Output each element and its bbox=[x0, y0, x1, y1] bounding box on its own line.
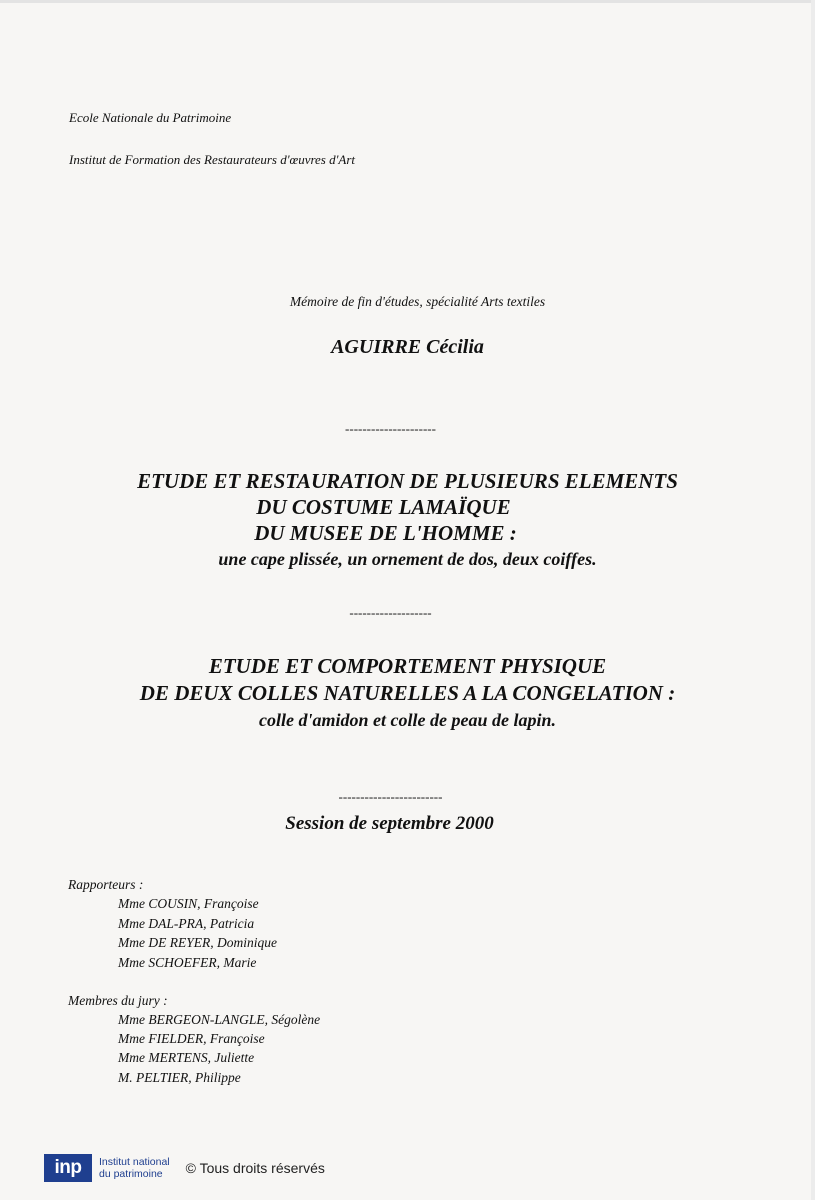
jury-label: Membres du jury : bbox=[68, 993, 168, 1008]
separator-1: --------------------- bbox=[345, 421, 436, 436]
rapporteur-name: Mme COUSIN, Françoise bbox=[118, 896, 259, 911]
jury-member-name: Mme BERGEON-LANGLE, Ségolène bbox=[118, 1012, 321, 1027]
logo-caption bbox=[99, 1156, 170, 1180]
study1-title-line-3: DU MUSEE DE L'HOMME : bbox=[254, 521, 517, 545]
rapporteur-name: Mme DE REYER, Dominique bbox=[118, 935, 277, 950]
study1-title-line-2: DU COSTUME LAMAÏQUE bbox=[256, 495, 511, 519]
jury-member-name: Mme FIELDER, Françoise bbox=[118, 1031, 265, 1046]
study1-subtitle: une cape plissée, un ornement de dos, deux coiffes. bbox=[218, 549, 597, 569]
logo-caption-line-1: Institut national bbox=[99, 1156, 170, 1168]
session-date: Session de septembre 2000 bbox=[285, 813, 494, 834]
school-name: Ecole Nationale du Patrimoine bbox=[69, 110, 232, 125]
study2-title-line-1: ETUDE ET COMPORTEMENT PHYSIQUE bbox=[208, 654, 607, 678]
copyright-notice: © Tous droits réservés bbox=[185, 1160, 325, 1176]
memoire-line: Mémoire de fin d'études, spécialité Arts textiles bbox=[289, 294, 546, 309]
footer bbox=[44, 1153, 325, 1183]
jury-member-name: M. PELTIER, Philippe bbox=[118, 1070, 241, 1085]
author-name: AGUIRRE Cécilia bbox=[331, 336, 484, 358]
separator-3: ------------------------ bbox=[338, 789, 443, 804]
inp-logo: inp bbox=[44, 1154, 92, 1182]
study1-title-line-1: ETUDE ET RESTAURATION DE PLUSIEURS ELEMENTS bbox=[137, 469, 678, 493]
rapporteurs-label: Rapporteurs : bbox=[68, 877, 144, 892]
institute-name: Institut de Formation des Restaurateurs d'œuvres d'Art bbox=[69, 152, 356, 167]
rapporteur-name: Mme DAL-PRA, Patricia bbox=[118, 916, 255, 931]
separator-2: ------------------- bbox=[349, 605, 432, 620]
logo-caption-line-2: du patrimoine bbox=[99, 1168, 163, 1180]
study2-subtitle: colle d'amidon et colle de peau de lapin. bbox=[259, 710, 556, 730]
study2-title-line-2: DE DEUX COLLES NATURELLES A LA CONGELATION : bbox=[139, 681, 676, 705]
rapporteur-name: Mme SCHOEFER, Marie bbox=[118, 955, 257, 970]
jury-member-name: Mme MERTENS, Juliette bbox=[118, 1050, 255, 1065]
